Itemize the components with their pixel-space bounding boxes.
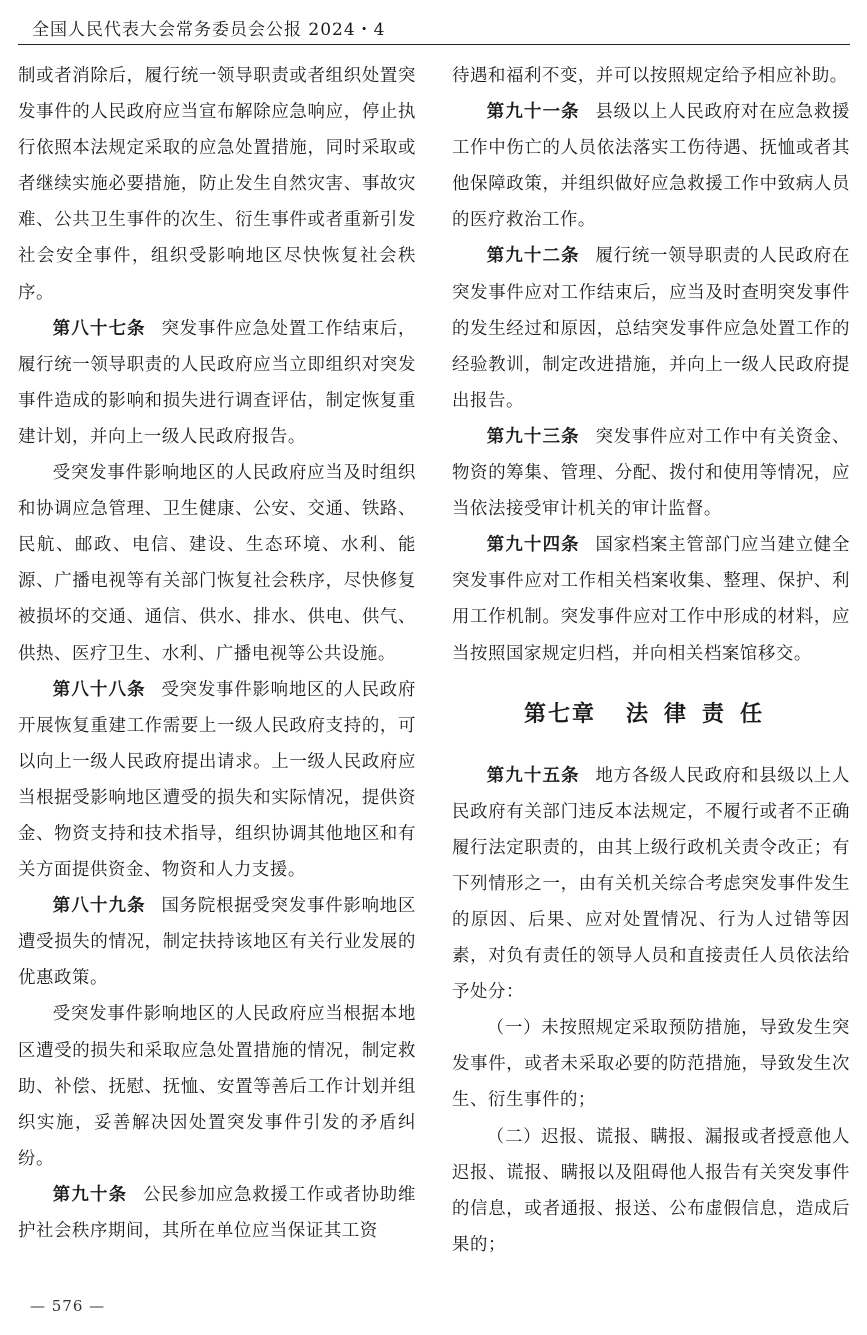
chapter-title: 法律责任 [626, 701, 779, 727]
paragraph-text: 县级以上人民政府对在应急救援工作中伤亡的人员依法落实工伤待遇、抚恤或者其他保障政策，并组织做好应急救援工作中致病人员的医疗救治工作。 [452, 102, 850, 231]
article-paragraph [18, 311, 416, 455]
right-column-bottom [452, 758, 850, 1263]
article-paragraph [452, 94, 850, 238]
paragraph-text: 国家档案主管部门应当建立健全突发事件应对工作相关档案收集、整理、保护、利用工作机制。突发事件应对工作中形成的材料，应当按照国家规定归档，并向相关档案馆移交。 [452, 535, 850, 664]
paragraph-text: 受突发事件影响地区的人民政府应当及时组织和协调应急管理、卫生健康、公安、交通、铁路、民航、邮政、电信、建设、生态环境、水利、能源、广播电视等有关部门恢复社会秩序，尽快修复被损坏的交通、通信、供水、排水、供电、供气、供热、医疗卫生、水利、广播电视等公共设施。 [18, 463, 416, 664]
body-paragraph [452, 1119, 850, 1263]
body-paragraph [18, 996, 416, 1176]
article-paragraph [452, 527, 850, 671]
article-number: 第九十一条 [486, 102, 580, 123]
paragraph-text: 国务院根据受突发事件影响地区遭受损失的情况，制定扶持该地区有关行业发展的优惠政策。 [18, 896, 416, 989]
paragraph-text: （一）未按照规定采取预防措施，导致发生突发事件，或者未采取必要的防范措施，导致发生次生、衍生事件的； [452, 1018, 850, 1111]
right-column [452, 58, 850, 1263]
right-column-top [452, 58, 850, 672]
article-paragraph [18, 888, 416, 996]
article-paragraph [452, 758, 850, 1011]
left-column [18, 58, 416, 1249]
article-paragraph [452, 238, 850, 418]
page-header [18, 0, 850, 45]
page-number: — 576 — [30, 1297, 106, 1315]
body-paragraph [452, 1010, 850, 1118]
article-number: 第九十条 [52, 1184, 128, 1205]
chapter-number: 第七章 [523, 701, 596, 727]
article-paragraph [452, 419, 850, 527]
paragraph-text: 突发事件应急处置工作结束后，履行统一领导职责的人民政府应当立即组织对突发事件造成的影响和损失进行调查评估，制定恢复重建计划，并向上一级人民政府报告。 [18, 318, 416, 447]
paragraph-text: 受突发事件影响地区的人民政府开展恢复重建工作需要上一级人民政府支持的，可以向上一级人民政府提出请求。上一级人民政府应当根据受影响地区遭受的损失和实际情况，提供资金、物资支持和技术指导，组织协调其他地区和有关方面提供资金、物资和人力支援。 [18, 679, 416, 881]
article-number: 第九十五条 [486, 765, 580, 786]
article-number: 第九十三条 [486, 426, 580, 447]
paragraph-text: 公民参加应急救援工作或者协助维护社会秩序期间，其所在单位应当保证其工资 [18, 1184, 416, 1241]
article-number: 第九十四条 [486, 535, 580, 556]
paragraph-text: 制或者消除后，履行统一领导职责或者组织处置突发事件的人民政府应当宣布解除应急响应，停止执行依照本法规定采取的应急处置措施，同时采取或者继续实施必要措施，防止发生自然灾害、事故灾难、公共卫生事件的次生、衍生事件或者重新引发社会安全事件，组织受影响地区尽快恢复社会秩序。 [18, 66, 416, 303]
article-paragraph [18, 1177, 416, 1249]
paragraph-text: （二）迟报、谎报、瞒报、漏报或者授意他人迟报、谎报、瞒报以及阻碍他人报告有关突发事件的信息，或者通报、报送、公布虚假信息，造成后果的； [452, 1126, 850, 1255]
article-paragraph [18, 672, 416, 889]
article-number: 第八十七条 [52, 318, 146, 339]
journal-title: 全国人民代表大会常务委员会公报 2024・4 [32, 20, 386, 40]
paragraph-text: 受突发事件影响地区的人民政府应当根据本地区遭受的损失和采取应急处置措施的情况，制定救助、补偿、抚慰、抚恤、安置等善后工作计划并组织实施，妥善解决因处置突发事件引发的矛盾纠纷。 [18, 1004, 416, 1169]
article-number: 第九十二条 [486, 246, 580, 267]
paragraph-text: 履行统一领导职责的人民政府在突发事件应对工作结束后，应当及时查明突发事件的发生经过和原因，总结突发事件应急处置工作的经验教训，制定改进措施，并向上一级人民政府提出报告。 [452, 246, 850, 411]
paragraph-text: 突发事件应对工作中有关资金、物资的筹集、管理、分配、拨付和使用等情况，应当依法接受审计机关的审计监督。 [452, 426, 850, 520]
article-number: 第八十八条 [52, 679, 146, 700]
body-paragraph [452, 58, 850, 94]
paragraph-text: 待遇和福利不变，并可以按照规定给予相应补助。 [452, 66, 848, 86]
article-number: 第八十九条 [52, 896, 146, 917]
chapter-heading [452, 672, 850, 758]
body-paragraph [18, 58, 416, 311]
body-paragraph [18, 455, 416, 672]
paragraph-text: 地方各级人民政府和县级以上人民政府有关部门违反本法规定，不履行或者不正确履行法定职责的，由其上级行政机关责令改正；有下列情形之一，由有关机关综合考虑突发事件发生的原因、后果、应对处置情况、行为人过错等因素，对负有责任的领导人员和直接责任人员依法给予处分： [452, 765, 850, 1003]
